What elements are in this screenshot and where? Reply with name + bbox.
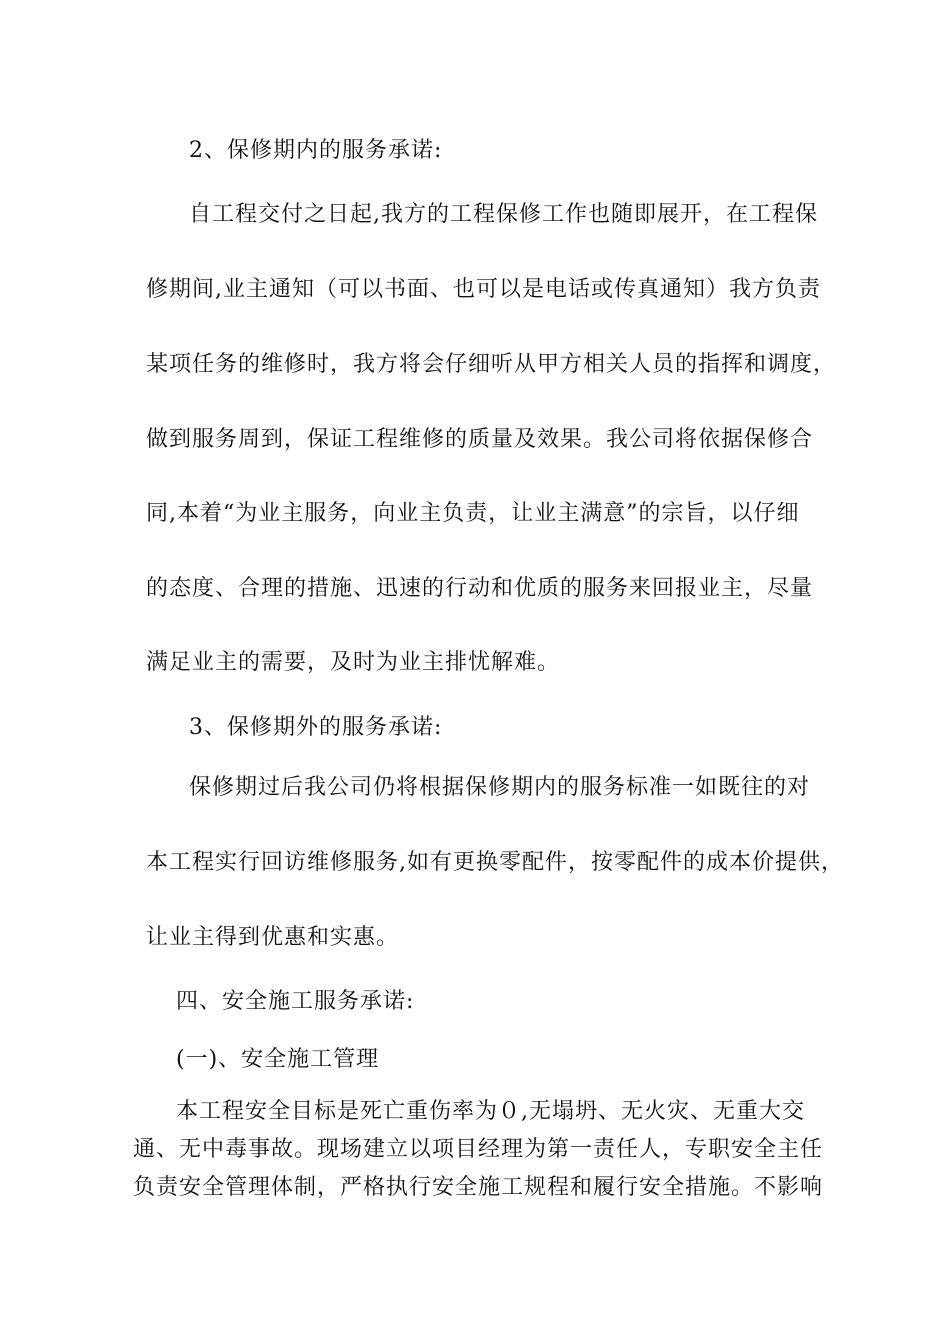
paragraph-line: 负责安全管理体制，严格执行安全施工规程和履行安全措施。不影响 — [133, 1175, 824, 1200]
paragraph-line: 修期间,业主通知（可以书面、也可以是电话或传真通知）我方负责 — [146, 277, 821, 302]
heading-warranty-period-commitment: 2、保修期内的服务承诺: — [189, 138, 443, 163]
paragraph-line: 某项任务的维修时，我方将会仔细听从甲方相关人员的指挥和调度， — [146, 352, 837, 377]
paragraph-line: 同,本着“为业主服务，向业主负责，让业主满意”的宗旨，以仔细 — [146, 501, 800, 526]
paragraph-line: 本工程实行回访维修服务,如有更换零配件，按零配件的成本价提供， — [146, 850, 844, 875]
paragraph-line: 本工程安全目标是死亡重伤率为０,无塌坍、无火灾、无重大交 — [176, 1099, 805, 1124]
heading-post-warranty-commitment: 3、保修期外的服务承诺: — [189, 715, 443, 740]
paragraph-line: 通、无中毒事故。现场建立以项目经理为第一责任人，专职安全主任 — [133, 1137, 824, 1162]
paragraph-line: 让业主得到优惠和实惠。 — [146, 925, 400, 950]
paragraph-line: 满足业主的需要，及时为业主排忧解难。 — [146, 650, 561, 675]
paragraph-line: 做到服务周到，保证工程维修的质量及效果。我公司将依据保修合 — [146, 427, 814, 452]
subheading-safety-management: (一)、安全施工管理 — [176, 1047, 380, 1072]
heading-safety-commitment: 四、安全施工服务承诺: — [176, 989, 415, 1014]
paragraph-line: 自工程交付之日起,我方的工程保修工作也随即展开，在工程保 — [189, 202, 818, 227]
paragraph-line: 的态度、合理的措施、迅速的行动和优质的服务来回报业主，尽量 — [146, 576, 814, 601]
paragraph-line: 保修期过后我公司仍将根据保修期内的服务标准一如既往的对 — [189, 775, 811, 800]
